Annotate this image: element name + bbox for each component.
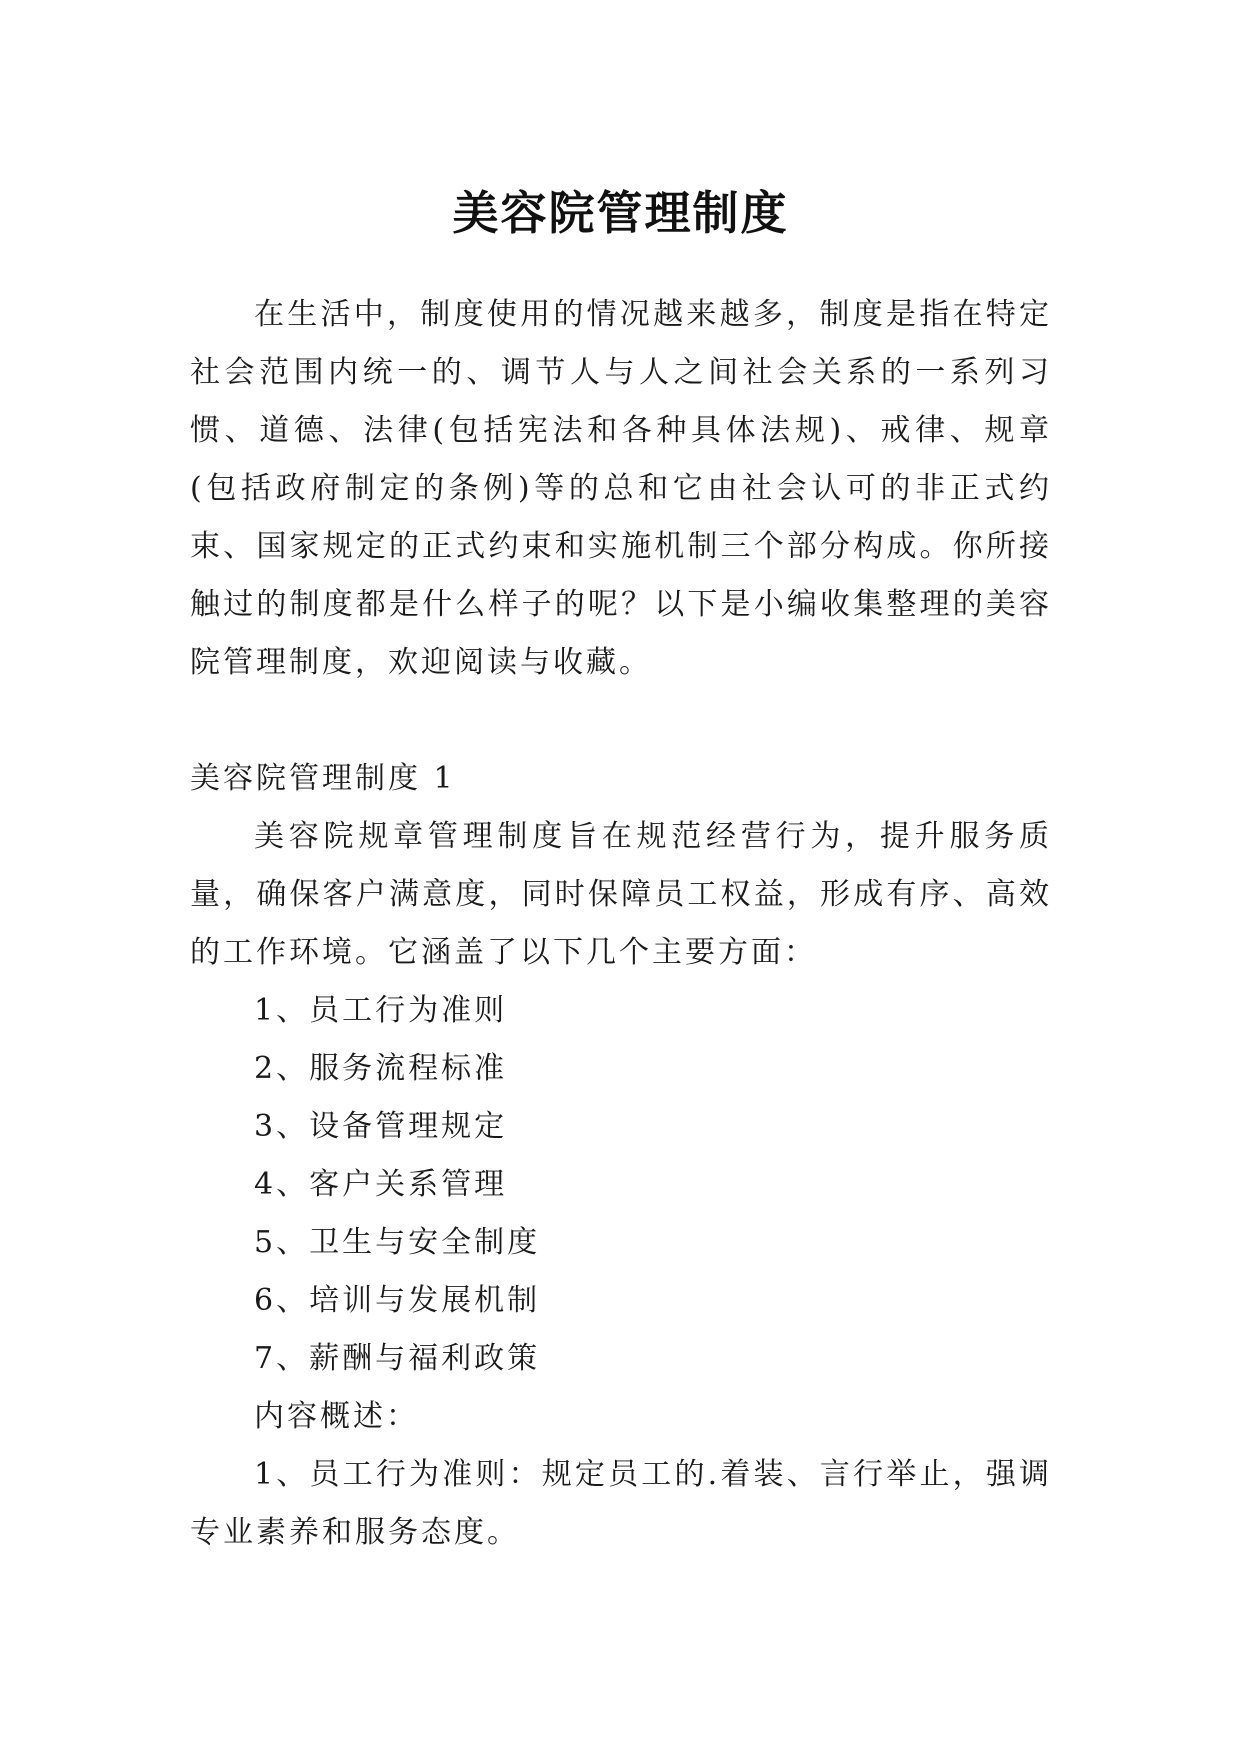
section-spacer bbox=[190, 692, 1052, 750]
list-item: 4、客户关系管理 bbox=[254, 1167, 508, 1202]
intro-paragraph: 在生活中，制度使用的情况越来越多，制度是指在特定社会范围内统一的、调节人与人之间社会关系的一系列习惯、道德、法律(包括宪法和各种具体法规)、戒律、规章(包括政府制定的条例)等的总和它由社会认可的非正式约束、国家规定的正式约束和实施机制三个部分构成。你所接触过的制度都是什么样子的呢？以下是小编收集整理的美容院管理制度，欢迎阅读与收藏。 bbox=[190, 297, 1052, 680]
page-title: 美容院管理制度 bbox=[452, 185, 789, 240]
list-item: 3、设备管理规定 bbox=[254, 1109, 508, 1144]
list-item: 5、卫生与安全制度 bbox=[254, 1225, 541, 1260]
summary-item-paragraph: 1、员工行为准则：规定员工的.着装、言行举止，强调专业素养和服务态度。 bbox=[190, 1457, 1052, 1550]
section-intro-paragraph: 美容院规章管理制度旨在规范经营行为，提升服务质量，确保客户满意度，同时保障员工权益，形成有序、高效的工作环境。它涵盖了以下几个主要方面： bbox=[190, 819, 1052, 970]
section-heading: 美容院管理制度 1 bbox=[190, 761, 456, 796]
list-item: 1、员工行为准则 bbox=[254, 993, 508, 1028]
summary-label: 内容概述： bbox=[254, 1399, 419, 1434]
list-item: 2、服务流程标准 bbox=[254, 1051, 508, 1086]
list-item: 7、薪酬与福利政策 bbox=[254, 1341, 541, 1376]
list-item: 6、培训与发展机制 bbox=[254, 1283, 541, 1318]
document-body bbox=[190, 286, 1052, 1562]
